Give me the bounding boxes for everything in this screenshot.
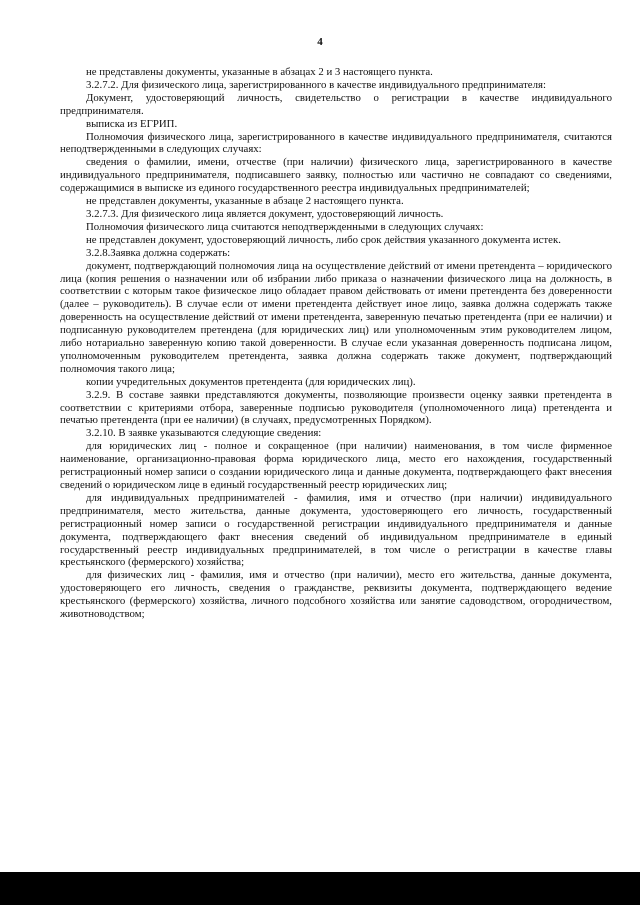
paragraph: для индивидуальных предпринимателей - фамилия, имя и отчество (при наличии) индивидуального предпринимателя, место жительства, данные документа, удостоверяющего его личность, государственный регистрационный номер записи о государственной регистрации индивидуального предпринимателя и данные документа, подтверждающего факт внесения сведений об индивидуальном предпринимателе в единый государственный реестр индивидуальных предпринимателей, в том числе о регистрации в качестве главы крестьянского (фермерского) хозяйства;: [60, 491, 612, 569]
paragraph: 3.2.7.3. Для физического лица является документ, удостоверяющий личность.: [86, 207, 444, 220]
paragraph: для физических лиц - фамилия, имя и отчество (при наличии), место его жительства, данные документа, удостоверяющего его личность, сведения о гражданстве, реквизиты документа, подтверждающего ведение крестьянского (фермерского) хозяйства, личного подсобного хозяйства или занятие садоводством, огородничеством, животноводством;: [60, 569, 612, 621]
paragraph: документ, подтверждающий полномочия лица на осуществление действий от имени претендента – юридического лица (копия решения о назначении или об избрании либо приказа о назначении физического лица на должность, в соответствии с которым такое физическое лицо обладает правом действовать от имени претендента без доверенности (далее – руководитель). В случае если от имени претендента действует иное лицо, заявка должна содержать также доверенность на осуществление действий от имени претендента, заверенную печатью претендента (при ее наличии) и подписанную руководителем претенденa (для юридических лиц) или уполномоченным этим руководителем лицом, либо нотариально заверенную копию такой доверенности. В случае если указанная доверенность подписана лицом, уполномоченным руководителем претендента, заявка должна содержать также документ, подтверждающий полномочия такого лица;: [60, 259, 612, 375]
scan-edge-bar: [0, 872, 640, 905]
page-number: 4: [317, 36, 323, 48]
paragraph: выписка из ЕГРИП.: [86, 117, 178, 130]
paragraph: 3.2.7.2. Для физического лица, зарегистрированного в качестве индивидуального предпринимателя:: [86, 78, 546, 91]
paragraph: не представлен документ, удостоверяющий личность, либо срок действия указанного документа истек.: [86, 233, 561, 246]
paragraph: 3.2.8.Заявка должна содержать:: [86, 246, 231, 259]
document-body: [60, 66, 612, 621]
paragraph: Документ, удостоверяющий личность, свидетельство о регистрации в качестве индивидуального предпринимателя.: [60, 91, 612, 117]
paragraph: копии учредительных документов претендента (для юридических лиц).: [86, 375, 416, 388]
paragraph: для юридических лиц - полное и сокращенное (при наличии) наименования, в том числе фирменное наименование, организационно-правовая форма юридического лица, место его нахождения, государственный регистрационный номер записи о создании юридического лица и данные документа, подтверждающего факт внесения сведений о юридическом лице в единый государственный реестр юридических лиц;: [60, 440, 612, 491]
paragraph: 3.2.9. В составе заявки представляются документы, позволяющие произвести оценку заявки претендента в соответствии с критериями отбора, заверенные подписью руководителя (уполномоченного лица) претендента и печатью претендента (при ее наличии) (в случаях, предусмотренных Порядком).: [60, 388, 612, 427]
paragraph: сведения о фамилии, имени, отчестве (при наличии) физического лица, зарегистрированного в качестве индивидуального предпринимателя, подписавшего заявку, полностью или частично не совпадают со сведениями, содержащимися в выписке из единого государственного реестра индивидуальных предпринимателей;: [60, 156, 612, 195]
paragraph: не представлены документы, указанные в абзацах 2 и 3 настоящего пункта.: [86, 66, 433, 78]
paragraph: 3.2.10. В заявке указываются следующие сведения:: [86, 427, 322, 440]
paragraph: не представлен документы, указанные в абзаце 2 настоящего пункта.: [86, 195, 404, 208]
paragraph: Полномочия физического лица считаются неподтвержденными в следующих случаях:: [86, 220, 484, 233]
paragraph: Полномочия физического лица, зарегистрированного в качестве индивидуального предпринимателя, считаются неподтвержденными в следующих случаях:: [60, 130, 612, 156]
